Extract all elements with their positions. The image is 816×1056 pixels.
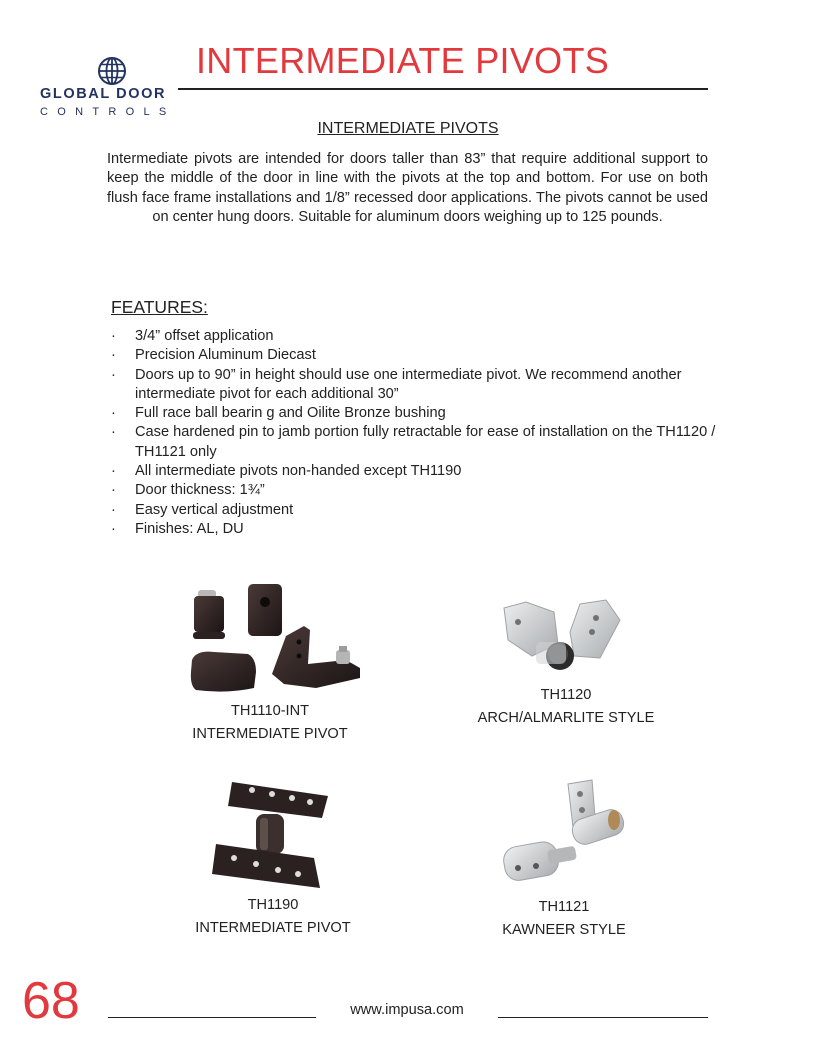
th1110-int-pivot-image bbox=[186, 576, 364, 698]
product-description: ARCH/ALMARLITE STYLE bbox=[477, 709, 655, 726]
th1121-caption bbox=[446, 896, 682, 941]
bullet-icon: · bbox=[111, 424, 116, 441]
bullet-icon: · bbox=[111, 501, 116, 518]
feature-item: · Doors up to 90” in height should use one intermediate pivot. We recommend another intermediate pivot for each additional 30” bbox=[111, 366, 682, 402]
product-description: INTERMEDIATE PIVOT bbox=[192, 725, 348, 742]
bullet-icon: · bbox=[111, 520, 116, 537]
bullet-icon: · bbox=[111, 405, 116, 422]
footer-divider-right bbox=[498, 1017, 708, 1018]
feature-item: · Precision Aluminum Diecast bbox=[108, 346, 718, 365]
intro-paragraph: Intermediate pivots are intended for doors taller than 83” that require additional support to keep the middle of the door in line with the pivots at the top and bottom. For use on both flush face frame installations and 1/8” recessed door applications. The pivots cannot be used on center hung doors. Suitable for aluminum doors weighing up to 125 pounds. bbox=[107, 151, 708, 225]
product-description: KAWNEER STYLE bbox=[502, 921, 626, 938]
th1190-pivot-image bbox=[210, 778, 330, 896]
feature-item: · All intermediate pivots non-handed except TH1190 bbox=[108, 462, 718, 481]
logo-name: GLOBAL DOOR bbox=[40, 86, 167, 102]
page-title: INTERMEDIATE PIVOTS bbox=[196, 40, 610, 81]
bullet-icon: · bbox=[111, 347, 116, 364]
product-model: TH1120 bbox=[540, 687, 592, 703]
features-heading: FEATURES: bbox=[111, 297, 208, 317]
feature-item: · Case hardened pin to jamb portion fully retractable for ease of installation on the TH1120 / TH1121 only bbox=[111, 424, 716, 460]
globe-logo-icon bbox=[97, 56, 127, 86]
feature-item: · Door thickness: 1¾” bbox=[108, 481, 718, 500]
page-number: 68 bbox=[22, 972, 80, 1030]
product-description: INTERMEDIATE PIVOT bbox=[195, 919, 351, 936]
th1120-caption bbox=[446, 684, 686, 729]
bullet-icon: · bbox=[111, 366, 116, 383]
product-model: TH1121 bbox=[538, 899, 590, 915]
th1121-pivot-image bbox=[492, 778, 632, 892]
product-model: TH1190 bbox=[247, 897, 299, 913]
th1190-caption bbox=[158, 894, 388, 939]
feature-item: · Easy vertical adjustment bbox=[108, 501, 718, 520]
th1120-pivot-image bbox=[496, 598, 624, 678]
bullet-icon: · bbox=[111, 482, 116, 499]
th1110-int-caption bbox=[158, 700, 382, 745]
logo-tagline: CONTROLS bbox=[40, 106, 176, 118]
feature-item: · Finishes: AL, DU bbox=[108, 520, 718, 539]
title-divider bbox=[178, 88, 708, 90]
footer-divider-left bbox=[108, 1017, 316, 1018]
section-heading: INTERMEDIATE PIVOTS bbox=[317, 120, 499, 137]
features-list bbox=[108, 327, 718, 539]
feature-item: · 3/4” offset application bbox=[108, 327, 718, 346]
bullet-icon: · bbox=[111, 463, 116, 480]
bullet-icon: · bbox=[111, 328, 116, 344]
feature-item: · Full race ball bearin g and Oilite Bronze bushing bbox=[108, 404, 718, 423]
footer-url-link[interactable]: www.impusa.com bbox=[350, 1002, 464, 1018]
product-model: TH1110-INT bbox=[230, 703, 310, 719]
